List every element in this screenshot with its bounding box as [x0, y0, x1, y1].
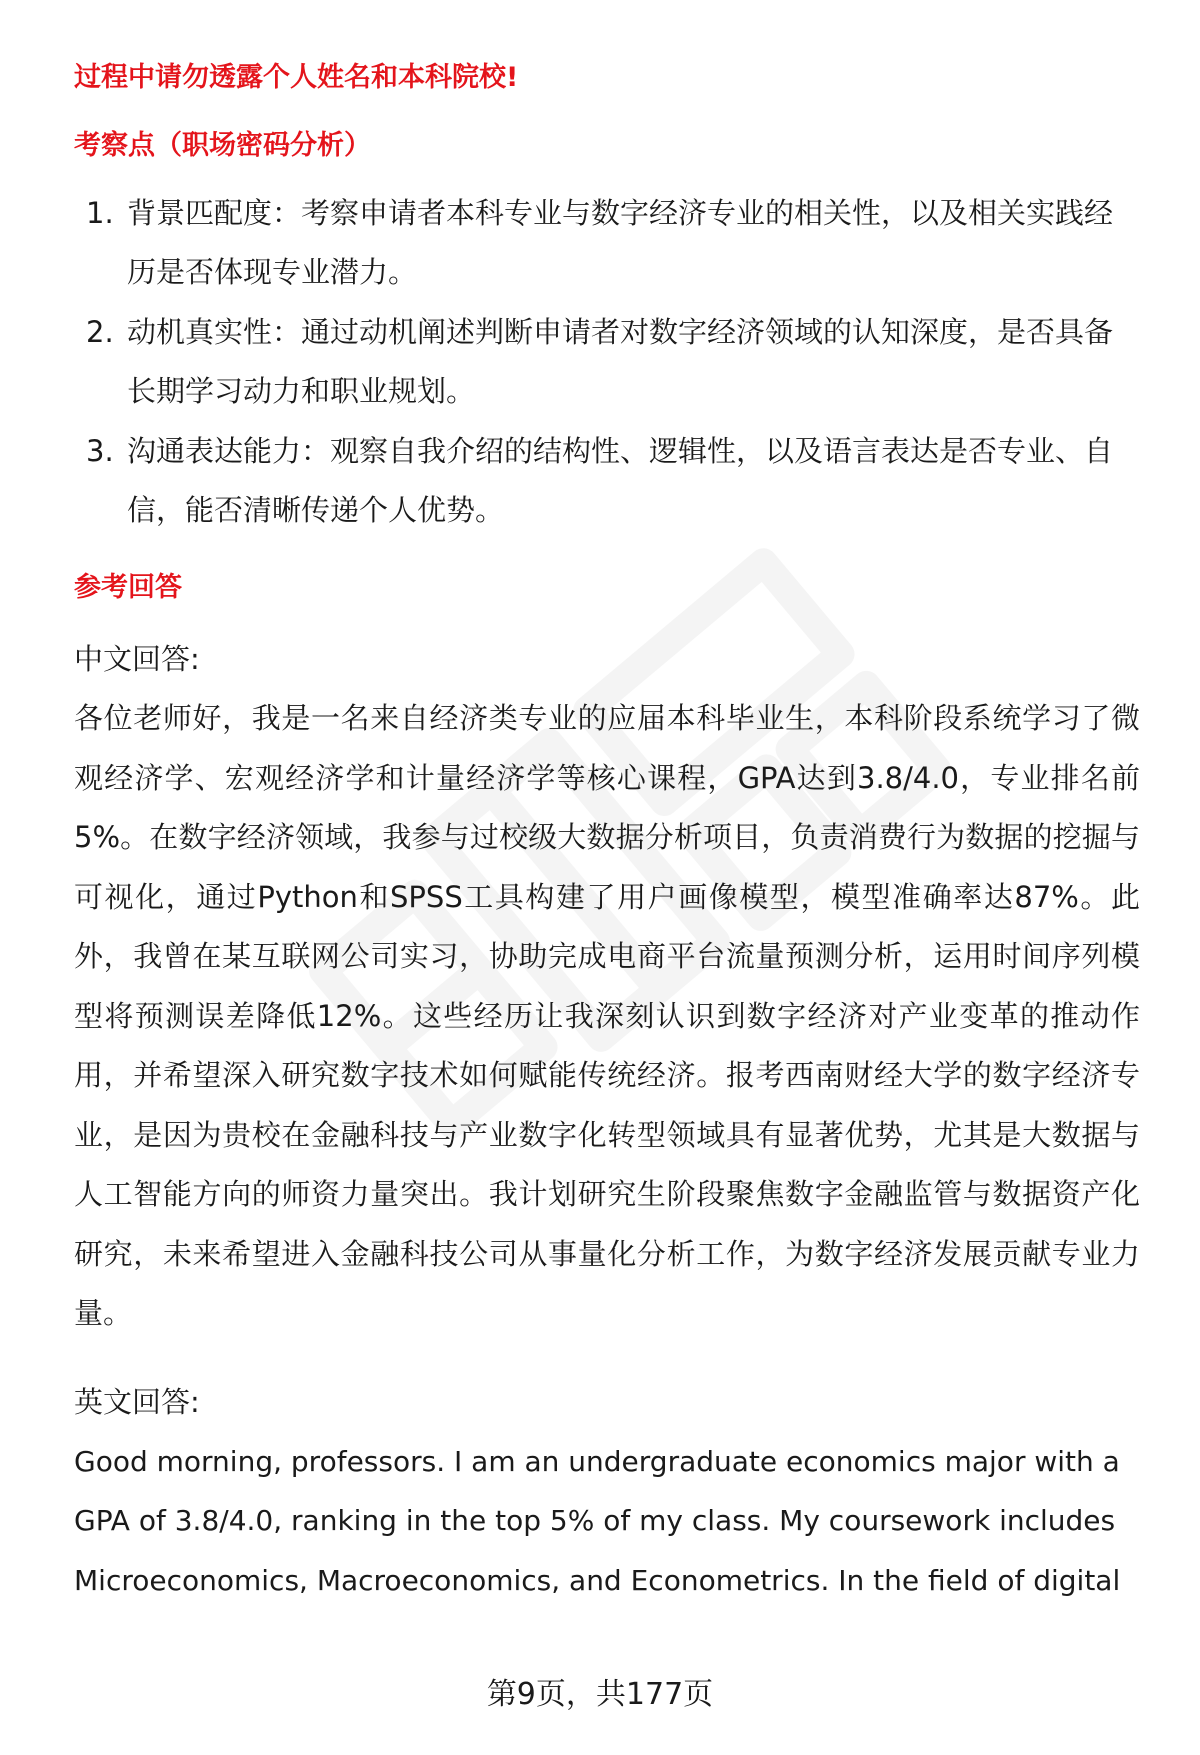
list-item-number: 1.	[86, 196, 114, 230]
chinese-answer-label: 中文回答:	[74, 642, 200, 676]
assessment-points-list	[74, 184, 1140, 540]
reference-answer-heading: 参考回答	[74, 572, 182, 603]
list-item	[74, 184, 1140, 302]
list-item-number: 3.	[86, 434, 114, 468]
list-item-text: 动机真实性：通过动机阐述判断申请者对数字经济领域的认知深度，是否具备长期学习动力和职业规划。	[127, 315, 1114, 408]
english-answer-label: 英文回答:	[74, 1384, 200, 1419]
page-number: 第9页，共177页	[486, 1677, 714, 1712]
list-item-text: 背景匹配度：考察申请者本科专业与数字经济专业的相关性，以及相关实践经历是否体现专业潜力。	[127, 196, 1114, 289]
privacy-warning: 过程中请勿透露个人姓名和本科院校!	[74, 62, 519, 93]
english-answer-text: Good morning, professors. I am an undergraduate economics major with a GPA of 3.8/4.0, ranking in the top 5% of my class. My coursework includes Microeconomics, Macroeconomics, and Econometrics. In the field of digital	[74, 1444, 1121, 1597]
list-item	[74, 422, 1140, 540]
list-item-number: 2.	[86, 315, 114, 349]
list-item	[74, 303, 1140, 421]
chinese-answer-text: 各位老师好，我是一名来自经济类专业的应届本科毕业生，本科阶段系统学习了微观经济学、宏观经济学和计量经济学等核心课程，GPA达到3.8/4.0，专业排名前5%。在数字经济领域，我参与过校级大数据分析项目，负责消费行为数据的挖掘与可视化，通过Python和SPSS工具构建了用户画像模型，模型准确率达87%。此外，我曾在某互联网公司实习，协助完成电商平台流量预测分析，运用时间序列模型将预测误差降低12%。这些经历让我深刻认识到数字经济对产业变革的推动作用，并希望深入研究数字技术如何赋能传统经济。报考西南财经大学的数字经济专业，是因为贵校在金融科技与产业数字化转型领域具有显著优势，尤其是大数据与人工智能方向的师资力量突出。我计划研究生阶段聚焦数字金融监管与数据资产化研究，未来希望进入金融科技公司从事量化分析工作，为数字经济发展贡献专业力量。	[74, 701, 1140, 1330]
list-item-text: 沟通表达能力：观察自我介绍的结构性、逻辑性，以及语言表达是否专业、自信，能否清晰传递个人优势。	[127, 434, 1114, 527]
page-content	[74, 58, 1140, 1610]
assessment-points-heading: 考察点（职场密码分析）	[74, 130, 371, 161]
